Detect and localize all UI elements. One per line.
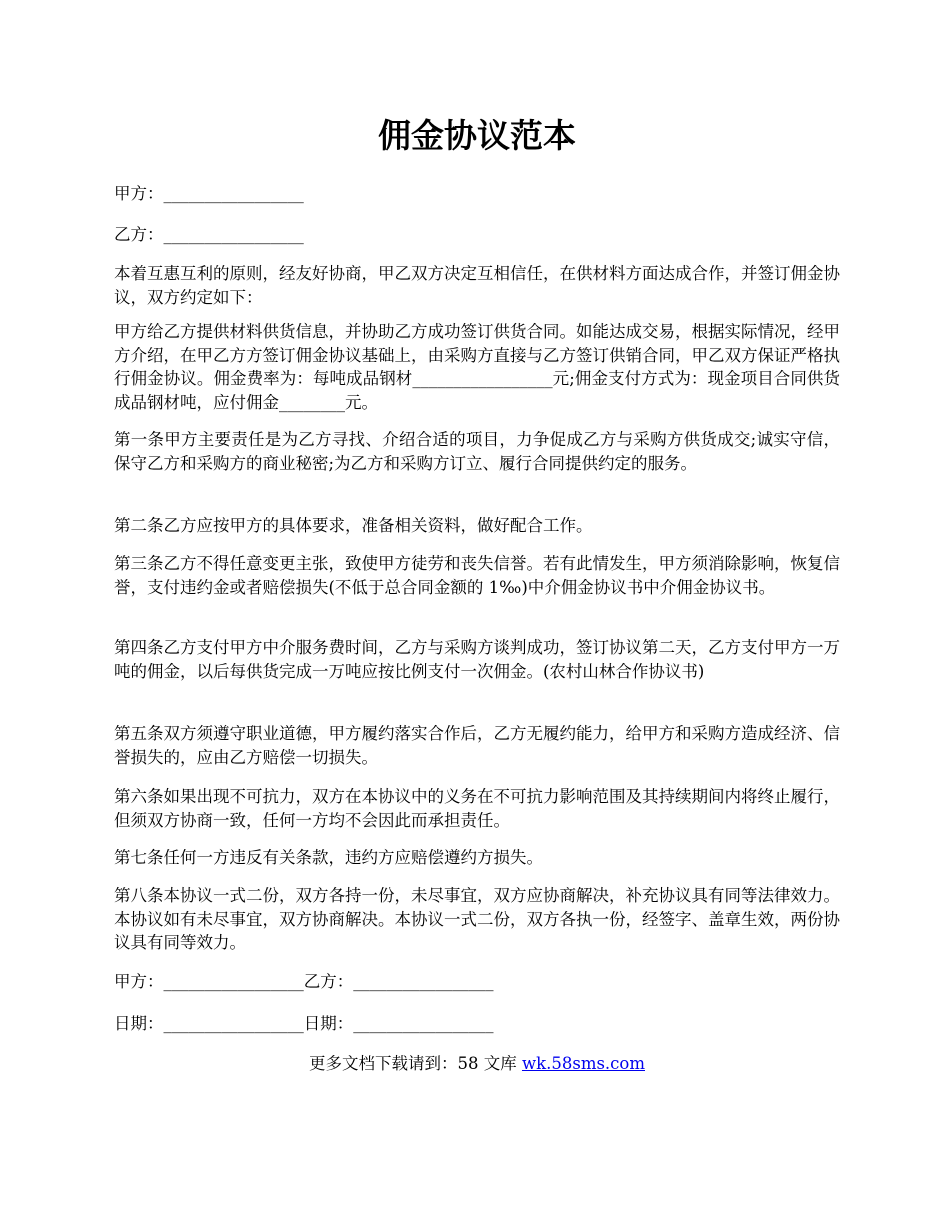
signature-parties-line: 甲方：_________________乙方：_________________ (114, 972, 494, 991)
footer-text: 更多文档下载请到：58 文库 (308, 1054, 522, 1073)
party-a-line: 甲方：_________________ (114, 184, 304, 203)
footer (114, 1052, 840, 1076)
footer-link[interactable]: wk.58sms.com (521, 1054, 645, 1073)
article-1: 第一条甲方主要责任是为乙方寻找、介绍合适的项目，力争促成乙方与采购方供货成交;诚实守信，保守乙方和采购方的商业秘密;为乙方和采购方订立、履行合同提供约定的服务。 (114, 430, 840, 473)
article-7: 第七条任何一方违反有关条款，违约方应赔偿遵约方损失。 (114, 848, 543, 867)
article-2: 第二条乙方应按甲方的具体要求，准备相关资料，做好配合工作。 (114, 516, 593, 535)
main-paragraph: 甲方给乙方提供材料供货信息，并协助乙方成功签订供货合同。如能达成交易，根据实际情况，经甲方介绍，在甲乙方方签订佣金协议基础上，由采购方直接与乙方签订供销合同，甲乙双方保证严格执行佣金协议。佣金费率为：每吨成品钢材_________________元;佣金支付方式为：现金项目合同供货成品钢材吨，应付佣金________元。 (114, 322, 840, 412)
document-title: 佣金协议范本 (378, 116, 576, 155)
signature-dates-line: 日期：_________________日期：_________________ (114, 1014, 494, 1033)
article-6: 第六条如果出现不可抗力，双方在本协议中的义务在不可抗力影响范围及其持续期间内将终止履行，但须双方协商一致，任何一方均不会因此而承担责任。 (114, 787, 840, 830)
article-5: 第五条双方须遵守职业道德，甲方履约落实合作后，乙方无履约能力，给甲方和采购方造成经济、信誉损失的，应由乙方赔偿一切损失。 (114, 724, 840, 767)
article-8: 第八条本协议一式二份，双方各持一份，未尽事宜，双方应协商解决，补充协议具有同等法律效力。本协议如有未尽事宜，双方协商解决。本协议一式二份，双方各执一份，经签字、盖章生效，两份协议具有同等效力。 (114, 886, 840, 952)
article-4: 第四条乙方支付甲方中介服务费时间，乙方与采购方谈判成功，签订协议第二天，乙方支付甲方一万吨的佣金，以后每供货完成一万吨应按比例支付一次佣金。(农村山林合作协议书) (114, 638, 840, 681)
article-3: 第三条乙方不得任意变更主张，致使甲方徒劳和丧失信誉。若有此情发生，甲方须消除影响，恢复信誉，支付违约金或者赔偿损失(不低于总合同金额的 1‰)中介佣金协议书中介佣金协议书。 (114, 554, 840, 597)
party-b-line: 乙方：_________________ (114, 225, 304, 244)
intro-paragraph: 本着互惠互利的原则，经友好协商，甲乙双方决定互相信任，在供材料方面达成合作，并签订佣金协议，双方约定如下： (114, 264, 840, 307)
